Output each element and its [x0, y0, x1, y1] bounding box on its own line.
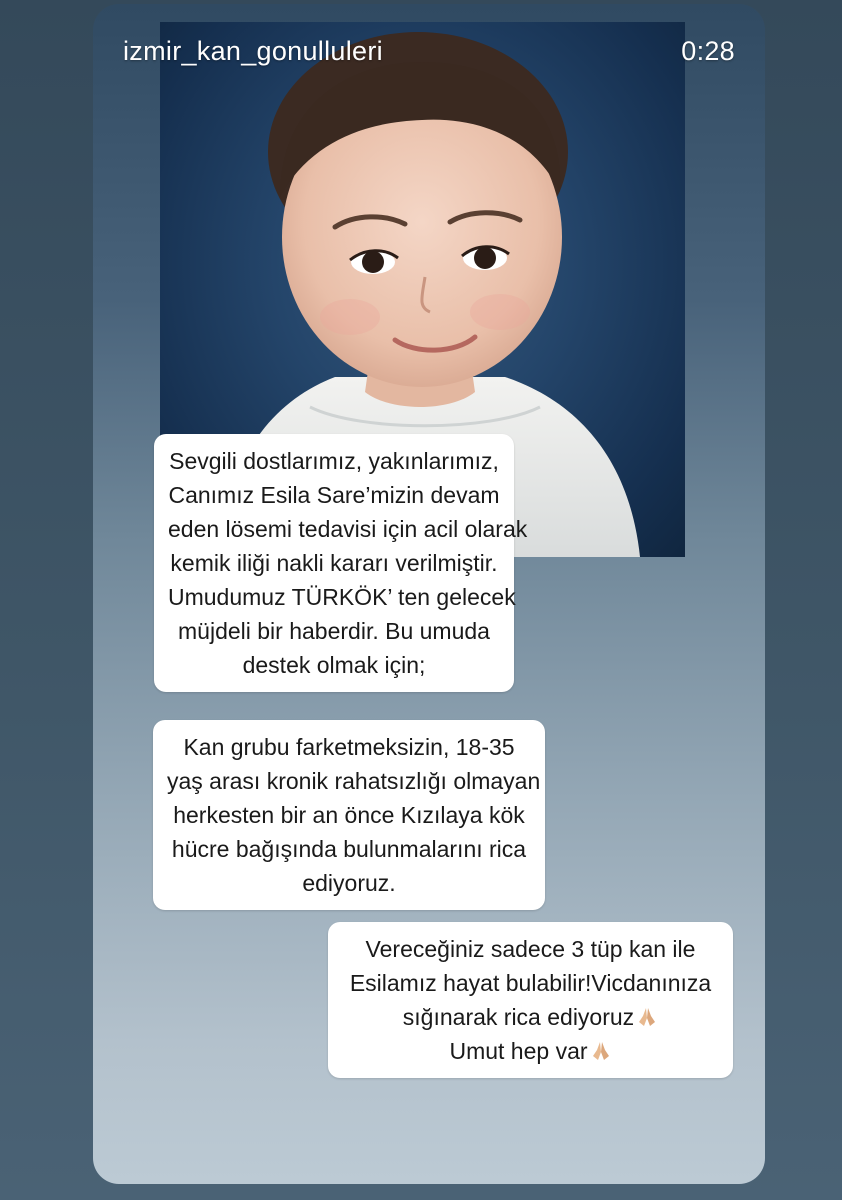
message-bubble-3 [328, 922, 733, 1078]
text-line: hücre bağışında bulunmalarını rica [171, 836, 527, 862]
text-line: herkesten bir an önce Kızılaya kök [173, 802, 525, 828]
text-line: Umut hep var [449, 1038, 588, 1064]
account-username[interactable]: izmir_kan_gonulluleri [123, 35, 383, 66]
text-line: Esilamız hayat bulabilir!Vicdanınıza [349, 970, 712, 996]
text-line: kemik iliği nakli kararı verilmiştir. [170, 550, 498, 576]
text-line-with-icon [342, 1034, 719, 1068]
message-bubble-1 [154, 434, 528, 692]
text-line: ediyoruz. [302, 870, 396, 896]
text-line: Umudumuz TÜRKÖK’ ten gelecek [168, 584, 516, 610]
text-line: sığınarak rica ediyoruz [402, 1004, 635, 1030]
text-line: Canımız Esila Sare’mizin devam [168, 482, 500, 508]
story-card[interactable] [93, 4, 765, 1184]
message-bubble-2 [153, 720, 545, 910]
praying-hands-icon [590, 1040, 612, 1062]
text-line-with-icon [342, 1000, 719, 1034]
text-line: destek olmak için; [242, 652, 426, 678]
text-line: Kan grubu farketmeksizin, 18-35 [183, 734, 515, 760]
praying-hands-icon [636, 1006, 658, 1028]
text-line: eden lösemi tedavisi için acil olarak [168, 516, 528, 542]
text-line: Sevgili dostlarımız, yakınlarımız, [169, 448, 499, 474]
story-header [123, 34, 735, 68]
text-line: Vereceğiniz sadece 3 tüp kan ile [365, 936, 696, 962]
text-line: müjdeli bir haberdir. Bu umuda [178, 618, 490, 644]
text-line: yaş arası kronik rahatsızlığı olmayan [167, 768, 541, 794]
story-timestamp: 0:28 [681, 35, 735, 66]
